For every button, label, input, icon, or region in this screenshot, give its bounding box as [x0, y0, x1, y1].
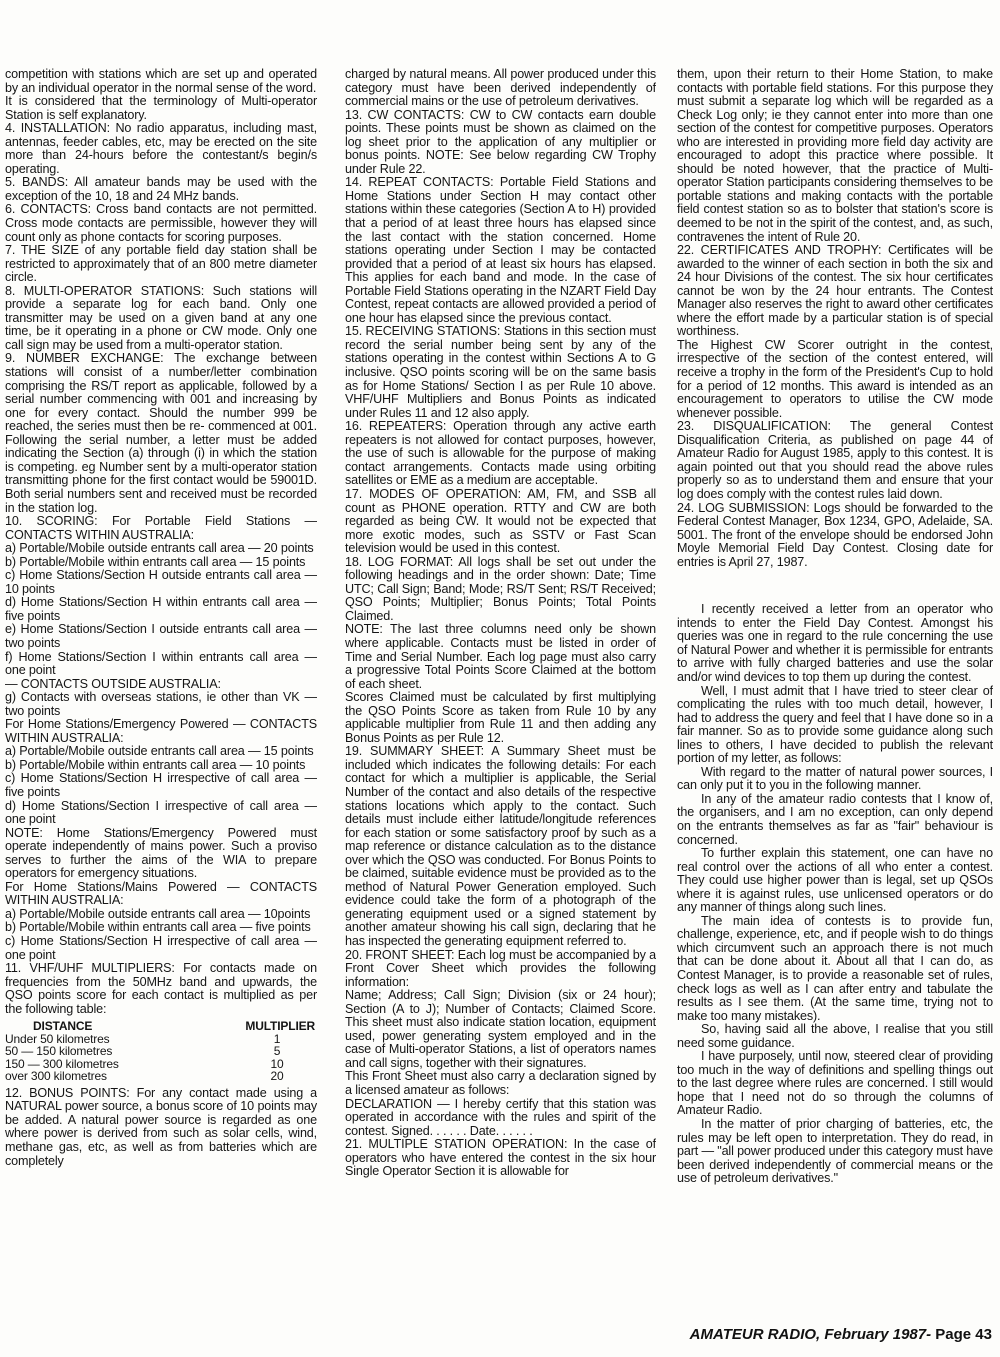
paragraph: 17. MODES OF OPERATION: AM, FM, and SSB all count as PHONE operation. RTTY and CW are both regarded as being CW. It would not be expected that more exotic modes, such as SSTV or Fast Scan television would be used in this contest. — [345, 486, 656, 556]
paragraph: charged by natural means. All power produced under this category must have been derived independently of commercial mains or the use of petroleum derivatives. — [345, 68, 656, 109]
paragraph: Scores Claimed must be calculated by first multiplying the QSO Points Score as taken from Rule 10 by any applicable multiplier from Rule 11 and then adding any Bonus Points as per Rule 12. — [345, 690, 656, 745]
paragraph: The main idea of contests is to provide fun, challenge, experience, etc, and if people wish to do things which circumvent such an approach there is not much that can be done about it. About all that I can do, as Contest Manager, is to provide a reasonable set of rules, check logs as well as I can after entry and tabulate the results as I see them. (At the same time, trying not to make too many mistakes). — [677, 913, 993, 1023]
paragraph: a) Portable/Mobile outside entrants call area — 20 points — [5, 541, 314, 556]
paragraph: Name; Address; Call Sign; Division (six or 24 hour); Section (A to J); Number of Contacts; Claimed Score. This sheet must also indicate station location, equipment used, power generating system employed and in the case of Multi-operator Stations, a list of operators names and call signs, together with their signatures. — [345, 988, 656, 1070]
paragraph: 15. RECEIVING STATIONS: Stations in this section must record the serial number being sent by any of the stations operating in the contest within Sections A to G inclusive. QSO points scoring will be on the same basis as for Home Stations/ Section I as per Rule 10 above. VHF/UHF Multipliers and Bonus Points as indicated under Rules 11 and 12 also apply. — [345, 324, 656, 420]
paragraph: them, upon their return to their Home Station, to make contacts with portable field stations. For this purpose they must submit a separate log which will be regarded as a Check Log only; ie they cannot enter into more than one section of the contest for competitive purposes. Operators who are interested in providing more field day activity are encouraged to adopt this practice where possible. It should be noted however, that the practice of Multi-operator Station participants considering themselves to be portable stations and making contacts with the portable field contest station so as to bolster that station's score is deemed to be not in the spirit of the contest, and, as such, contravenes the intent of Rule 20. — [677, 68, 993, 244]
paragraph: The Highest CW Scorer outright in the contest, irrespective of the section of the contest entered, will receive a trophy in the form of the President's Cup to hold for a period of 12 months. This award is intended as an encouragement to operators to utilise the CW mode whenever possible. — [677, 337, 993, 420]
table-cell: 5 — [273, 1044, 281, 1059]
paragraph: DECLARATION — I hereby certify that this station was operated in accordance with the rules and spirit of the contest. Signed. . . . . . Date. . . . . . — [345, 1096, 656, 1138]
table-cell: 150 — 300 kilometres — [5, 1056, 119, 1071]
paragraph: I recently received a letter from an operator who intends to enter the Field Day Contest. Amongst his queries was one in regard to the rule concerning the use of Natural Power and whether it is permissible for entrants to arrive with fully charged batteries and use the solar and/or wind devices to top them up during the contest. — [677, 602, 993, 684]
paragraph: 5. BANDS: All amateur bands may be used with the exception of the 10, 18 and 24 MHz bands. — [5, 175, 317, 203]
paragraph: 11. VHF/UHF MULTIPLIERS: For contacts made on frequencies from the 50MHz band and upwards, the QSO points score for each contact is multiplied as per the following table: — [5, 961, 317, 1016]
paragraph: 21. MULTIPLE STATION OPERATION: In the case of operators who have entered the contest in the six hour Single Operator Section it is allowable for — [345, 1137, 656, 1179]
paragraph: It is considered that the terminology of Multi-operator Station is self explanatory. — [5, 94, 317, 122]
paragraph: For Home Stations/Mains Powered — CONTACTS WITHIN AUSTRALIA: — [5, 879, 317, 908]
multiplier-table — [5, 1018, 317, 1083]
table-header: DISTANCE — [33, 1019, 93, 1034]
paragraph: d) Home Stations/Section H within entrants call area — five points — [5, 595, 317, 623]
paragraph: To further explain this statement, one can have no real control over the actions of all who enter a contest. They could use higher power than is legal, set up QSOs where it is against rules, use unlicensed operators or do any manner of things along such lines. — [677, 846, 993, 915]
paragraph: In the matter of prior charging of batteries, etc, the rules may be left open to interpretation. They do read, in part — "all power produced under this category must have been derived independently of commercial means or the use of petroleum derivatives." — [677, 1117, 993, 1186]
paragraph: b) Portable/Mobile within entrants call area — five points — [5, 920, 311, 935]
table-cell: 10 — [270, 1056, 284, 1071]
paragraph: 24. LOG SUBMISSION: Logs should be forwarded to the Federal Contest Manager, Box 1234, GPO, Adelaide, SA. 5001. The front of the envelope should be endorsed John Moyle Memorial Field Day Contest. Closing date for entries is April 27, 1987. — [677, 500, 993, 569]
paragraph: Well, I must admit that I have tried to steer clear of complicating the rules with too much detail, however, I had to address the query and feel that I have done so in a fair manner. So as to provide some guidance along such lines to others, I have decided to publish the relevant portion of my letter, as follows: — [677, 683, 993, 766]
paragraph: 20. FRONT SHEET: Each log must be accompanied by a Front Cover Sheet which provides the following information: — [345, 947, 656, 989]
paragraph: 16. REPEATERS: Operation through any active earth repeaters is not allowed for contact purposes, however, the use of such is allowable for the purpose of making contact arrangements. Contacts made using orbiting satellites or EME as a medium are acceptable. — [345, 419, 656, 488]
paragraph: NOTE: Home Stations/Emergency Powered must operate independently of mains power. Such a proviso serves to further the aims of the WIA to prepare operators for emergency situations. — [5, 825, 317, 881]
paragraph: 14. REPEAT CONTACTS: Portable Field Stations and Home Stations under Section H may contact other stations within these categories (Section A to H) provided that a period of at least three hours has elapsed since the last contact with the station concerned. Home stations operating under Section I may be contacted provided that a period of at least six hours has elapsed. This applies for each band and mode. In the case of Portable Field Stations operating in the NZART Field Day Contest, repeat contacts are allowed provided a period of one hour has elapsed since the previous contact. — [345, 175, 656, 325]
table-cell: Under 50 kilometres — [5, 1031, 110, 1046]
text-column-2 — [345, 68, 656, 1307]
paragraph: d) Home Stations/Section I irrespective of call area — one point — [5, 798, 317, 827]
paragraph: b) Portable/Mobile within entrants call area — 10 points — [5, 757, 306, 772]
paragraph: 7. THE SIZE of any portable field day station shall be restricted to approximately that of an 800 metre diameter circle. — [5, 243, 317, 285]
text-column-3 — [677, 68, 993, 1307]
paragraph: 6. CONTACTS: Cross band contacts are not permitted. Cross mode contacts are permissible, however they will count only as phone contacts for scoring purposes. — [5, 202, 317, 244]
footer-publication: AMATEUR RADIO, February 1987- — [689, 1326, 932, 1343]
paragraph: c) Home Stations/Section H irrespective of call area — five points — [5, 771, 317, 799]
paragraph: 9. NUMBER EXCHANGE: The exchange between stations will consist of a number/letter combination comprising the RS/T report as applicable, followed by a serial number commencing with 001 and increasing by one for every contact. Should the number 999 be reached, the series must then be re- commenced at 001. Following the serial number, a letter must be added indicating the Section (a) through (i) in which the station is competing. eg Number sent by a multi-operator station transmitting phone for the first contact would be 59001D. Both serial numbers sent and received must be recorded in the station log. — [5, 351, 317, 515]
paragraph: a) Portable/Mobile outside entrants call area — 15 points — [5, 744, 314, 759]
table-cell: 50 — 150 kilometres — [5, 1044, 113, 1059]
paragraph: 4. INSTALLATION: No radio apparatus, including mast, antennas, feeder cables, etc, may be erected on the site more than 24-hours before the contestant/s begin/s operating. — [5, 121, 317, 176]
table-cell: 1 — [273, 1031, 281, 1046]
paragraph: competition with stations which are set up and operated by an individual operator in the normal sense of the word. — [5, 68, 317, 95]
page-number: Page 43 — [935, 1326, 992, 1343]
table-header: MULTIPLIER — [245, 1019, 315, 1034]
paragraph: 23. DISQUALIFICATION: The general Contest Disqualification Criteria, as published on page 44 of Amateur Radio for August 1985, apply to this contest. It is again pointed out that you should read the above rules properly so as to understand them and ensure that your log does comply with the contest rules laid down. — [677, 419, 993, 501]
paragraph: 18. LOG FORMAT: All logs shall be set out under the following headings and in the order shown: Date; Time UTC; Call Sign; Band; Mode; RS/T Sent; RS/T Received; QSO Points; Multiplier; Bonus Points; Total Points Claimed. — [345, 554, 656, 623]
paragraph: 19. SUMMARY SHEET: A Summary Sheet must be included which indicates the following details: For each contact for which a multiplier is applicable, the Serial Number of the contact and also details of the respective stations locations which apply to the contact. Such details must include either latitude/longitude references for each station or some satisfactory proof by such as a map reference or distance calculation as to the distance over which the QSO was conducted. For Bonus Points to be claimed, suitable evidence must be provided as to the method of Natural Power Generation employed. Such evidence could take the form of a photograph of the generating equipment used or a signed statement by another amateur showing his call sign, declaring that he has inspected the generating equipment referred to. — [345, 744, 656, 948]
paragraph: 12. BONUS POINTS: For any contact made using a NATURAL power source, a bonus score of 10 points may be added. A natural power source is regarded as one where power is derived from such as solar cells, wind, methane gas, etc, as well as from batteries which are completely — [5, 1085, 317, 1168]
paragraph: For Home Stations/Emergency Powered — CONTACTS WITHIN AUSTRALIA: — [5, 717, 317, 745]
paragraph: I have purposely, until now, steered clear of providing too much in the way of definitions and spelling things out to the last degree where rules are concerned. I still would hope that I need not do so through the columns of Amateur Radio. — [677, 1049, 993, 1118]
section-gap — [677, 569, 993, 603]
paragraph: 13. CW CONTACTS: CW to CW contacts earn double points. These points must be shown as claimed on the log sheet prior to the application of any multiplier or bonus points. NOTE: See below regarding CW Trophy under Rule 22. — [345, 107, 656, 176]
paragraph: — CONTACTS OUTSIDE AUSTRALIA: — [5, 676, 221, 691]
text-column-1 — [5, 68, 317, 1307]
table-cell: over 300 kilometres — [5, 1069, 107, 1084]
paragraph: b) Portable/Mobile within entrants call area — 15 points — [5, 554, 306, 569]
paragraph: With regard to the matter of natural power sources, I can only put it to you in the following manner. — [677, 764, 993, 793]
paragraph: c) Home Stations/Section H outside entrants call area — 10 points — [5, 568, 317, 596]
table-row — [5, 1045, 317, 1058]
paragraph: 10. SCORING: For Portable Field Stations — CONTACTS WITHIN AUSTRALIA: — [5, 514, 317, 542]
paragraph: 8. MULTI-OPERATOR STATIONS: Such stations will provide a separate log for each band. Only one transmitter may be used on a given band at any one time, be it operating in a phone or CW mode. Only one call sign may be used from a multi-operator station. — [5, 283, 317, 352]
paragraph: e) Home Stations/Section I outside entrants call area — two points — [5, 622, 317, 650]
paragraph: a) Portable/Mobile outside entrants call area — 10points — [5, 906, 311, 921]
paragraph: This Front Sheet must also carry a declaration signed by a licensed amateur as follows: — [345, 1069, 656, 1098]
paragraph: g) Contacts with overseas stations, ie other than VK — two points — [5, 690, 317, 718]
paragraph: So, having said all the above, I realise that you still need some guidance. — [677, 1022, 993, 1050]
paragraph: f) Home Stations/Section I within entrants call area — one point — [5, 649, 317, 678]
table-cell: 20 — [270, 1069, 284, 1084]
paragraph: c) Home Stations/Section H irrespective of call area — one point — [5, 934, 317, 962]
paragraph: 22. CERTIFICATES AND TROPHY: Certificates will be awarded to the winner of each section in both the six and 24 hour Divisions of the contest. The six hour certificates cannot be won by the 24 hour entrants. The Contest Manager also reserves the right to award other certificates where the effort made by a particular station is of special worthiness. — [677, 243, 993, 339]
paragraph: In any of the amateur radio contests that I know of, the organisers, and I am no exception, can only depend on the entrants themselves as far as "fair" behaviour is concerned. — [677, 791, 993, 847]
paragraph: NOTE: The last three columns need only be shown where applicable. Contacts must be listed in order of Time and Serial Number. Each log page must also carry a progressive Total Points Score Claimed at the bottom of each sheet. — [345, 622, 656, 691]
page-footer — [690, 1326, 992, 1343]
table-row — [5, 1070, 317, 1083]
